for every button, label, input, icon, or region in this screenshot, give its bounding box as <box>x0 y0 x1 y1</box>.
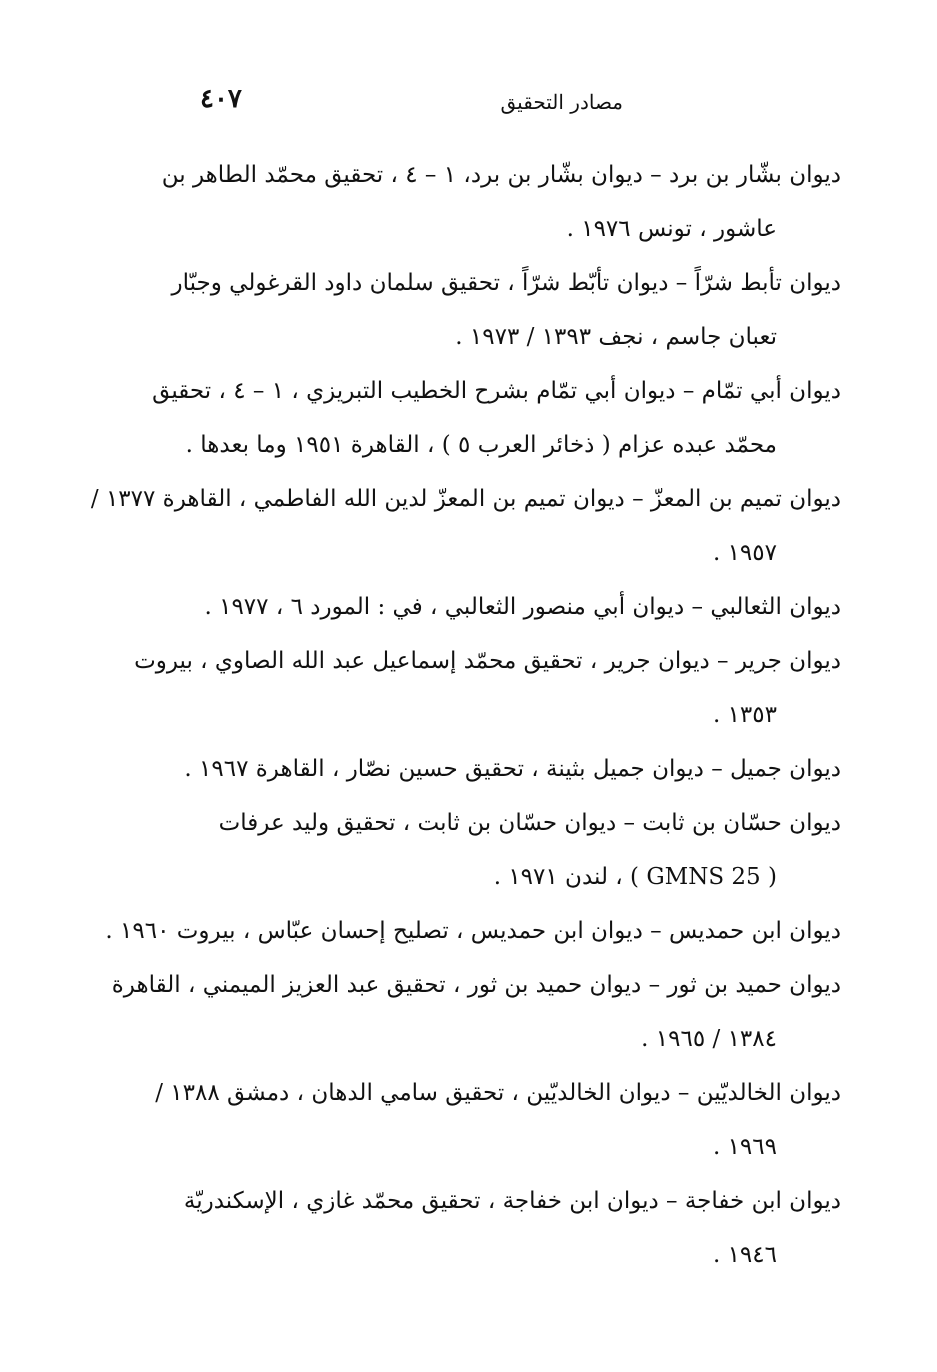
page-header <box>200 84 833 124</box>
bibliography-entry <box>105 904 841 958</box>
entry-line: ديوان جرير – ديوان جرير ، تحقيق محمّد إسماعيل عبد الله الصاوي ، بيروت <box>134 648 841 674</box>
bibliography-entry <box>160 580 841 634</box>
entry-line-continuation: ١٣٨٤ / ١٩٦٥ . <box>641 1026 777 1052</box>
entry-line: ديوان الثعالبي – ديوان أبي منصور الثعالبي ، في : المورد ٦ ، ١٩٧٧ . <box>204 594 841 620</box>
entry-line-continuation: تعبان جاسم ، نجف ١٣٩٣ / ١٩٧٣ . <box>455 324 777 350</box>
bibliography-entry <box>111 958 841 1066</box>
page-number: ٤٠٧ <box>200 84 242 114</box>
entry-line: ديوان تأبط شرّاً – ديوان تأبّط شرّاً ، تحقيق سلمان داود القرغولي وجبّار <box>171 270 841 296</box>
entry-line: ديوان ابن خفاجة – ديوان ابن خفاجة ، تحقيق محمّد غازي ، الإسكندريّة <box>183 1188 841 1214</box>
bibliography-entry <box>160 1174 841 1282</box>
bibliography-entry <box>160 256 841 364</box>
entry-line: ديوان حسّان بن ثابت – ديوان حسّان بن ثابت ، تحقيق وليد عرفات <box>218 810 841 836</box>
entry-line: ديوان أبي تمّام – ديوان أبي تمّام بشرح الخطيب التبريزي ، ١ – ٤ ، تحقيق <box>152 378 841 404</box>
entry-line-continuation: عاشور ، تونس ١٩٧٦ . <box>566 216 777 242</box>
entry-line-continuation: ١٩٤٦ . <box>712 1242 777 1268</box>
entry-line: ديوان الخالديّين – ديوان الخالديّين ، تحقيق سامي الدهان ، دمشق ١٣٨٨ / <box>155 1080 841 1106</box>
bibliography-entry <box>160 742 841 796</box>
bibliography-entry <box>152 364 841 472</box>
bibliography-list <box>90 148 841 1282</box>
entry-line-continuation: ١٩٥٧ . <box>712 540 777 566</box>
entry-line: ديوان حميد بن ثور – ديوان حميد بن ثور ، تحقيق عبد العزيز الميمني ، القاهرة <box>111 972 841 998</box>
entry-line: ديوان جميل – ديوان جميل بثينة ، تحقيق حسين نصّار ، القاهرة ١٩٦٧ . <box>184 756 841 782</box>
entry-line: ديوان تميم بن المعزّ – ديوان تميم بن المعزّ لدين الله الفاطمي ، القاهرة ١٣٧٧ / <box>90 486 841 512</box>
entry-line-continuation: ١٣٥٣ . <box>712 702 777 728</box>
entry-line-continuation: ( GMNS 25 ) ، لندن ١٩٧١ . <box>493 864 777 890</box>
bibliography-entry <box>160 148 841 256</box>
running-title: مصادر التحقيق <box>500 90 623 114</box>
entry-line-continuation: محمّد عبده عزام ( ذخائر العرب ٥ ) ، القاهرة ١٩٥١ وما بعدها . <box>185 432 777 458</box>
entry-line-continuation: ١٩٦٩ . <box>712 1134 777 1160</box>
bibliography-entry <box>160 796 841 904</box>
bibliography-entry <box>134 634 841 742</box>
entry-line: ديوان ابن حمديس – ديوان ابن حمديس ، تصليح إحسان عبّاس ، بيروت ١٩٦٠ . <box>105 918 841 944</box>
bibliography-entry <box>155 1066 841 1174</box>
bibliography-entry <box>90 472 841 580</box>
entry-line: ديوان بشّار بن برد – ديوان بشّار بن برد، ١ – ٤ ، تحقيق محمّد الطاهر بن <box>161 162 841 188</box>
